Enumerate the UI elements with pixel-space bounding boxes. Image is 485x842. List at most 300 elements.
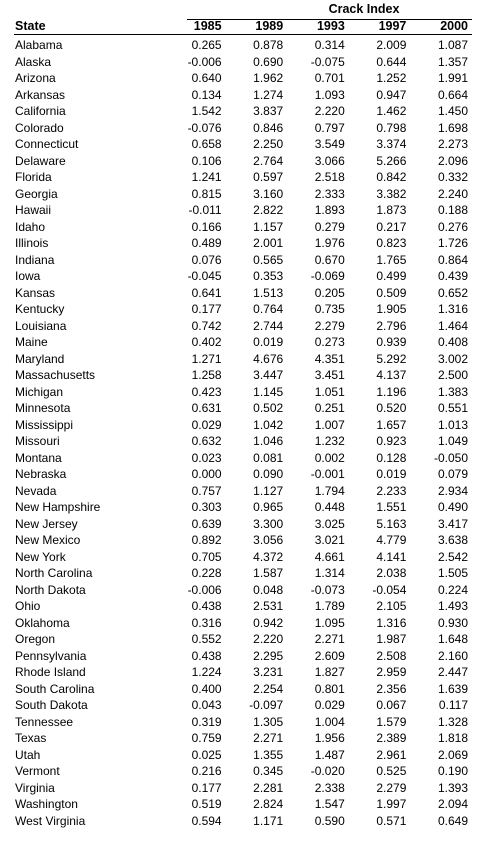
crack-index-value-cell: 1.827 (314, 665, 345, 679)
crack-index-value-cell: 0.552 (191, 632, 222, 646)
state-name-cell: Illinois (15, 236, 49, 250)
table-body (14, 35, 472, 830)
table-row (14, 730, 472, 747)
state-name-cell: Alabama (15, 38, 63, 52)
crack-index-value-cell: 1.905 (376, 302, 407, 316)
state-name-cell: New Hampshire (15, 500, 101, 514)
crack-index-value-cell: 1.258 (191, 368, 222, 382)
crack-index-value-cell: 1.493 (437, 599, 468, 613)
crack-index-title: Crack Index (328, 2, 400, 16)
state-name-cell: Missouri (15, 434, 60, 448)
state-name-cell: North Dakota (15, 582, 86, 597)
crack-index-value-cell: 2.096 (437, 153, 468, 168)
crack-index-value-cell: 4.372 (253, 549, 284, 564)
crack-index-value-cell: 3.025 (314, 516, 345, 531)
crack-index-value-cell: 1.046 (253, 434, 284, 448)
table-row (14, 582, 472, 599)
crack-index-value-cell: 0.502 (253, 401, 284, 415)
crack-index-value-cell: 0.106 (191, 153, 222, 168)
crack-index-value-cell: 2.961 (376, 747, 407, 762)
state-name-cell: Utah (15, 747, 41, 762)
crack-index-value-cell: 0.499 (376, 269, 407, 283)
year-column-header: 1985 (164, 19, 226, 35)
crack-index-value-cell: 2.333 (314, 186, 345, 201)
state-name-cell: Florida (15, 170, 52, 184)
state-name-cell: New Jersey (15, 516, 78, 531)
table-row (14, 796, 472, 813)
crack-index-value-cell: 0.177 (191, 302, 222, 316)
state-name-cell: South Dakota (15, 698, 88, 712)
crack-index-value-cell: 2.609 (314, 648, 345, 663)
crack-index-value-cell: 0.930 (437, 615, 468, 630)
table-row (14, 235, 472, 252)
state-name-cell: New Mexico (15, 533, 81, 547)
crack-index-value-cell: 1.145 (253, 384, 284, 399)
table-row (14, 648, 472, 665)
crack-index-value-cell: 0.631 (191, 401, 222, 415)
crack-index-value-cell: 3.549 (314, 137, 345, 151)
crack-index-value-cell: 1.818 (437, 731, 468, 745)
crack-index-value-cell: 0.319 (191, 714, 222, 729)
crack-index-value-cell: 2.279 (376, 780, 407, 795)
state-name-cell: Maryland (15, 351, 65, 366)
table-row (14, 450, 472, 467)
crack-index-value-cell: 0.640 (191, 71, 222, 85)
crack-index-value-cell: 0.019 (253, 335, 284, 349)
crack-index-value-cell: 0.316 (191, 615, 222, 630)
state-name-cell: Colorado (15, 120, 64, 135)
crack-index-value-cell: 1.042 (253, 417, 284, 432)
crack-index-value-cell: 0.332 (437, 170, 468, 184)
crack-index-value-cell: 1.487 (314, 747, 345, 762)
crack-index-value-cell: 1.976 (314, 236, 345, 250)
crack-index-value-cell: 0.265 (191, 38, 222, 52)
crack-index-value-cell: 0.251 (314, 401, 345, 415)
crack-index-value-cell: 3.382 (376, 186, 407, 201)
crack-index-value-cell: 0.205 (314, 285, 345, 300)
crack-index-value-cell: 0.823 (376, 236, 407, 250)
crack-index-value-cell: 0.076 (191, 252, 222, 267)
crack-index-value-cell: -0.020 (310, 764, 345, 778)
crack-index-value-cell: 1.383 (437, 384, 468, 399)
state-name-cell: California (15, 104, 66, 118)
crack-index-value-cell: 0.519 (191, 797, 222, 811)
crack-index-value-cell: -0.011 (188, 203, 222, 217)
crack-index-value-cell: 0.878 (253, 38, 284, 52)
crack-index-value-cell: 0.632 (191, 434, 222, 448)
crack-index-value-cell: 0.228 (191, 566, 222, 580)
table-row (14, 549, 472, 566)
table-row (14, 516, 472, 533)
state-name-cell: Minnesota (15, 401, 71, 415)
crack-index-value-cell: 0.735 (314, 302, 345, 316)
crack-index-value-cell: -0.045 (187, 269, 222, 283)
crack-index-value-cell: 2.959 (376, 665, 407, 679)
crack-index-value-cell: 1.252 (376, 71, 407, 85)
crack-index-value-cell: 1.087 (437, 38, 468, 52)
crack-index-value-cell: 2.744 (253, 318, 284, 333)
crack-index-value-cell: 1.462 (376, 104, 407, 118)
state-name-cell: Arizona (15, 71, 56, 85)
table-row (14, 747, 472, 764)
crack-index-value-cell: 1.513 (253, 285, 284, 300)
crack-index-value-cell: 1.095 (314, 615, 345, 630)
crack-index-value-cell: 1.316 (437, 302, 468, 316)
crack-index-value-cell: 0.923 (376, 434, 407, 448)
crack-index-value-cell: 3.451 (314, 368, 345, 382)
crack-index-value-cell: 1.357 (437, 54, 468, 69)
crack-index-value-cell: 1.987 (376, 632, 407, 646)
crack-index-value-cell: 2.822 (253, 203, 284, 217)
crack-index-value-cell: 0.664 (437, 87, 468, 102)
crack-index-value-cell: 0.067 (376, 698, 407, 712)
state-name-cell: Oklahoma (15, 615, 70, 630)
crack-index-value-cell: 0.846 (253, 120, 284, 135)
crack-index-value-cell: 0.490 (437, 500, 468, 514)
crack-index-value-cell: 0.641 (191, 285, 222, 300)
crack-index-value-cell: 0.489 (191, 236, 222, 250)
state-name-cell: Kentucky (15, 302, 65, 316)
table-row (14, 120, 472, 137)
state-name-cell: Virginia (15, 780, 55, 795)
crack-index-value-cell: 1.991 (437, 71, 468, 85)
crack-index-value-cell: 3.056 (253, 533, 284, 547)
crack-index-value-cell: 1.004 (314, 714, 345, 729)
crack-index-value-cell: 2.009 (376, 38, 407, 52)
crack-index-value-cell: 5.163 (376, 516, 407, 531)
table-row (14, 136, 472, 153)
crack-index-value-cell: 0.690 (253, 54, 284, 69)
crack-index-value-cell: 1.232 (314, 434, 345, 448)
crack-index-value-cell: 0.043 (191, 698, 222, 712)
crack-index-value-cell: 1.698 (437, 120, 468, 135)
crack-index-value-cell: 1.450 (437, 104, 468, 118)
crack-index-value-cell: 2.356 (376, 681, 407, 696)
crack-index-value-cell: 0.590 (314, 813, 345, 828)
crack-index-value-cell: 2.281 (253, 780, 284, 795)
crack-index-value-cell: 4.137 (376, 368, 407, 382)
table-row (14, 103, 472, 120)
crack-index-value-cell: 0.864 (437, 252, 468, 267)
crack-index-value-cell: 0.188 (437, 203, 468, 217)
crack-index-value-cell: 3.374 (376, 137, 407, 151)
crack-index-value-cell: 0.177 (191, 780, 222, 795)
state-name-cell: Idaho (15, 219, 46, 234)
crack-index-value-cell: 0.639 (191, 516, 222, 531)
crack-index-value-cell: 1.314 (314, 566, 345, 580)
crack-index-value-cell: 0.303 (191, 500, 222, 514)
crack-index-value-cell: 0.029 (314, 698, 345, 712)
state-name-cell: Montana (15, 450, 62, 465)
table-row (14, 483, 472, 500)
crack-index-value-cell: 3.066 (314, 153, 345, 168)
state-name-cell: Oregon (15, 632, 56, 646)
table-row (14, 351, 472, 368)
crack-index-value-cell: 1.962 (253, 71, 284, 85)
crack-index-value-cell: 2.233 (376, 483, 407, 498)
crack-index-value-cell: 0.571 (376, 813, 407, 828)
column-group-header (14, 2, 472, 17)
crack-index-value-cell: 2.542 (437, 549, 468, 564)
table-row (14, 54, 472, 71)
crack-index-value-cell: 1.316 (376, 615, 407, 630)
state-name-cell: Arkansas (15, 87, 66, 102)
state-name-cell: Ohio (15, 599, 41, 613)
crack-index-value-cell: 0.448 (314, 500, 345, 514)
state-column-header: State (14, 19, 164, 35)
table-row (14, 367, 472, 384)
crack-index-value-cell: 2.824 (253, 797, 284, 811)
crack-index-value-cell: 2.001 (253, 236, 284, 250)
crack-index-value-cell: 0.815 (191, 186, 222, 201)
state-name-cell: Maine (15, 335, 48, 349)
crack-index-value-cell: 0.353 (253, 269, 284, 283)
table-row (14, 466, 472, 483)
crack-index-value-cell: 4.661 (314, 549, 345, 564)
crack-index-value-cell: 2.220 (253, 632, 284, 646)
crack-index-value-cell: 1.587 (253, 566, 284, 580)
crack-index-value-cell: 2.254 (253, 681, 284, 696)
table-row (14, 202, 472, 219)
state-name-cell: Washington (15, 797, 78, 811)
crack-index-value-cell: 2.796 (376, 318, 407, 333)
crack-index-value-cell: 0.025 (191, 747, 222, 762)
crack-index-value-cell: 0.947 (376, 87, 407, 102)
crack-index-value-cell: 0.597 (253, 170, 284, 184)
table-row (14, 153, 472, 170)
crack-index-value-cell: 0.757 (191, 483, 222, 498)
crack-index-value-cell: 2.500 (437, 368, 468, 382)
crack-index-value-cell: 2.508 (376, 648, 407, 663)
crack-index-value-cell: 1.997 (376, 797, 407, 811)
crack-index-value-cell: 3.160 (253, 186, 284, 201)
crack-index-value-cell: 0.190 (437, 764, 468, 778)
crack-index-value-cell: 1.171 (253, 813, 284, 828)
crack-index-value-cell: 0.090 (253, 467, 284, 481)
table-row (14, 334, 472, 351)
crack-index-value-cell: 1.196 (376, 384, 407, 399)
crack-index-value-cell: 0.029 (191, 417, 222, 432)
crack-index-value-cell: 1.657 (376, 417, 407, 432)
crack-index-value-cell: 2.250 (253, 137, 284, 151)
crack-index-value-cell: 5.266 (376, 153, 407, 168)
crack-index-value-cell: 1.648 (437, 632, 468, 646)
crack-index-value-cell: 0.048 (253, 582, 284, 597)
state-name-cell: Mississippi (15, 417, 74, 432)
table-row (14, 219, 472, 236)
crack-index-value-cell: -0.075 (310, 54, 345, 69)
state-name-cell: South Carolina (15, 681, 95, 696)
crack-index-value-cell: 1.241 (191, 170, 222, 184)
crack-index-value-cell: 2.389 (376, 731, 407, 745)
crack-index-value-cell: 1.355 (253, 747, 284, 762)
crack-index-value-cell: -0.097 (249, 698, 284, 712)
crack-index-value-cell: 1.726 (437, 236, 468, 250)
crack-index-value-cell: 0.134 (191, 87, 222, 102)
table-row (14, 780, 472, 797)
crack-index-value-cell: 2.338 (314, 780, 345, 795)
crack-index-value-cell: 0.279 (314, 219, 345, 234)
table-row (14, 252, 472, 269)
crack-index-value-cell: 0.842 (376, 170, 407, 184)
crack-index-value-cell: 2.271 (253, 731, 284, 745)
table-row (14, 714, 472, 731)
state-name-cell: West Virginia (15, 813, 86, 828)
crack-index-value-cell: 0.649 (437, 813, 468, 828)
state-name-cell: Vermont (15, 764, 60, 778)
table-row (14, 681, 472, 698)
table-row (14, 70, 472, 87)
crack-index-value-cell: 5.292 (376, 351, 407, 366)
crack-index-value-cell: 1.127 (253, 483, 284, 498)
table-row (14, 615, 472, 632)
state-name-cell: North Carolina (15, 566, 93, 580)
crack-index-value-cell: 0.079 (437, 467, 468, 481)
crack-index-value-cell: 4.351 (314, 351, 345, 366)
crack-index-value-cell: 2.764 (253, 153, 284, 168)
crack-index-value-cell: 3.417 (437, 516, 468, 531)
table-row (14, 186, 472, 203)
table-row (14, 417, 472, 434)
crack-index-value-cell: 1.051 (314, 384, 345, 399)
crack-index-value-cell: 4.141 (376, 549, 407, 564)
crack-index-value-cell: 0.423 (191, 384, 222, 399)
crack-index-value-cell: 1.893 (314, 203, 345, 217)
table-row (14, 433, 472, 450)
table-row (14, 35, 472, 54)
crack-index-value-cell: 2.279 (314, 318, 345, 333)
crack-index-value-cell: 1.789 (314, 599, 345, 613)
crack-index-value-cell: 0.892 (191, 533, 222, 547)
crack-index-value-cell: -0.054 (372, 582, 407, 597)
crack-index-value-cell: 1.547 (314, 797, 345, 811)
crack-index-value-cell: 0.509 (376, 285, 407, 300)
crack-index-value-cell: 0.314 (314, 38, 345, 52)
table-row (14, 813, 472, 830)
crack-index-value-cell: 0.081 (253, 450, 284, 465)
crack-index-value-cell: 1.274 (253, 87, 284, 102)
crack-index-value-cell: 0.759 (191, 731, 222, 745)
table-row (14, 400, 472, 417)
crack-index-value-cell: 0.000 (191, 467, 222, 481)
table-row (14, 169, 472, 186)
crack-index-value-cell: -0.069 (310, 269, 345, 283)
crack-index-value-cell: 2.240 (437, 186, 468, 201)
crack-index-value-cell: 1.765 (376, 252, 407, 267)
crack-index-value-cell: 3.231 (253, 665, 284, 679)
crack-index-value-cell: 1.007 (314, 417, 345, 432)
crack-index-value-cell: 0.224 (437, 582, 468, 597)
crack-index-value-cell: 1.794 (314, 483, 345, 498)
crack-index-value-cell: 4.779 (376, 533, 407, 547)
state-name-cell: Georgia (15, 186, 58, 201)
crack-index-value-cell: 0.565 (253, 252, 284, 267)
table-row (14, 664, 472, 681)
crack-index-value-cell: 1.542 (191, 104, 222, 118)
table-row (14, 87, 472, 104)
crack-index-value-cell: 3.021 (314, 533, 345, 547)
crack-index-value-cell: 1.013 (437, 417, 468, 432)
crack-index-value-cell: 1.551 (376, 500, 407, 514)
crack-index-value-cell: 1.093 (314, 87, 345, 102)
crack-index-value-cell: 0.276 (437, 219, 468, 234)
header-row (14, 19, 472, 35)
crack-index-value-cell: 1.328 (437, 714, 468, 729)
state-name-cell: Texas (15, 731, 47, 745)
crack-index-value-cell: 1.271 (191, 351, 222, 366)
state-name-cell: Iowa (15, 269, 41, 283)
year-column-header: 1989 (226, 19, 288, 35)
crack-index-value-cell: 0.520 (376, 401, 407, 415)
crack-index-value-cell: 0.801 (314, 681, 345, 696)
crack-index-value-cell: 2.105 (376, 599, 407, 613)
table-row (14, 631, 472, 648)
crack-index-value-cell: 1.873 (376, 203, 407, 217)
crack-index-value-cell: -0.073 (310, 582, 345, 597)
table-row (14, 384, 472, 401)
crack-index-value-cell: -0.050 (433, 450, 468, 465)
table-row (14, 697, 472, 714)
crack-index-value-cell: 3.300 (253, 516, 284, 531)
crack-index-value-cell: 0.002 (314, 450, 345, 465)
crack-index-value-cell: 0.439 (437, 269, 468, 283)
crack-index-value-cell: 0.023 (191, 450, 222, 465)
crack-index-value-cell: 0.216 (191, 764, 222, 778)
crack-index-value-cell: 0.705 (191, 549, 222, 564)
crack-index-value-cell: 0.525 (376, 764, 407, 778)
crack-index-value-cell: 3.447 (253, 368, 284, 382)
crack-index-value-cell: 0.658 (191, 137, 222, 151)
table-row (14, 301, 472, 318)
crack-index-value-cell: 0.939 (376, 335, 407, 349)
crack-index-value-cell: 2.447 (437, 665, 468, 679)
table-row (14, 532, 472, 549)
crack-index-value-cell: 0.942 (253, 615, 284, 630)
state-name-cell: Massachusetts (15, 368, 96, 382)
crack-index-value-cell: 2.273 (437, 137, 468, 151)
crack-index-value-cell: 0.217 (376, 219, 407, 234)
state-name-cell: Alaska (15, 54, 52, 69)
crack-index-value-cell: 0.273 (314, 335, 345, 349)
crack-index-value-cell: 1.505 (437, 566, 468, 580)
state-name-cell: Rhode Island (15, 665, 86, 679)
crack-index-value-cell: 2.271 (314, 632, 345, 646)
state-name-cell: Louisiana (15, 318, 67, 333)
crack-index-value-cell: 0.345 (253, 764, 284, 778)
crack-index-value-cell: 0.644 (376, 54, 407, 69)
state-name-cell: Indiana (15, 252, 55, 267)
crack-index-value-cell: 3.002 (437, 351, 468, 366)
crack-index-value-cell: 0.798 (376, 120, 407, 135)
crack-index-value-cell: 0.438 (191, 599, 222, 613)
crack-index-value-cell: 0.128 (376, 450, 407, 465)
crack-index-value-cell: 0.797 (314, 120, 345, 135)
crack-index-value-cell: 3.638 (437, 533, 468, 547)
crack-index-value-cell: 4.676 (253, 351, 284, 366)
state-name-cell: Connecticut (15, 137, 79, 151)
crack-index-value-cell: 0.764 (253, 302, 284, 316)
crack-index-value-cell: 0.594 (191, 813, 222, 828)
crack-index-value-cell: 1.639 (437, 681, 468, 696)
table-row (14, 763, 472, 780)
year-column-header: 2000 (410, 19, 472, 35)
crack-index-value-cell: 3.837 (253, 104, 284, 118)
table-header (14, 19, 472, 35)
table-row (14, 285, 472, 302)
crack-index-value-cell: 0.402 (191, 335, 222, 349)
crack-index-value-cell: 1.157 (253, 219, 284, 234)
table-row (14, 598, 472, 615)
